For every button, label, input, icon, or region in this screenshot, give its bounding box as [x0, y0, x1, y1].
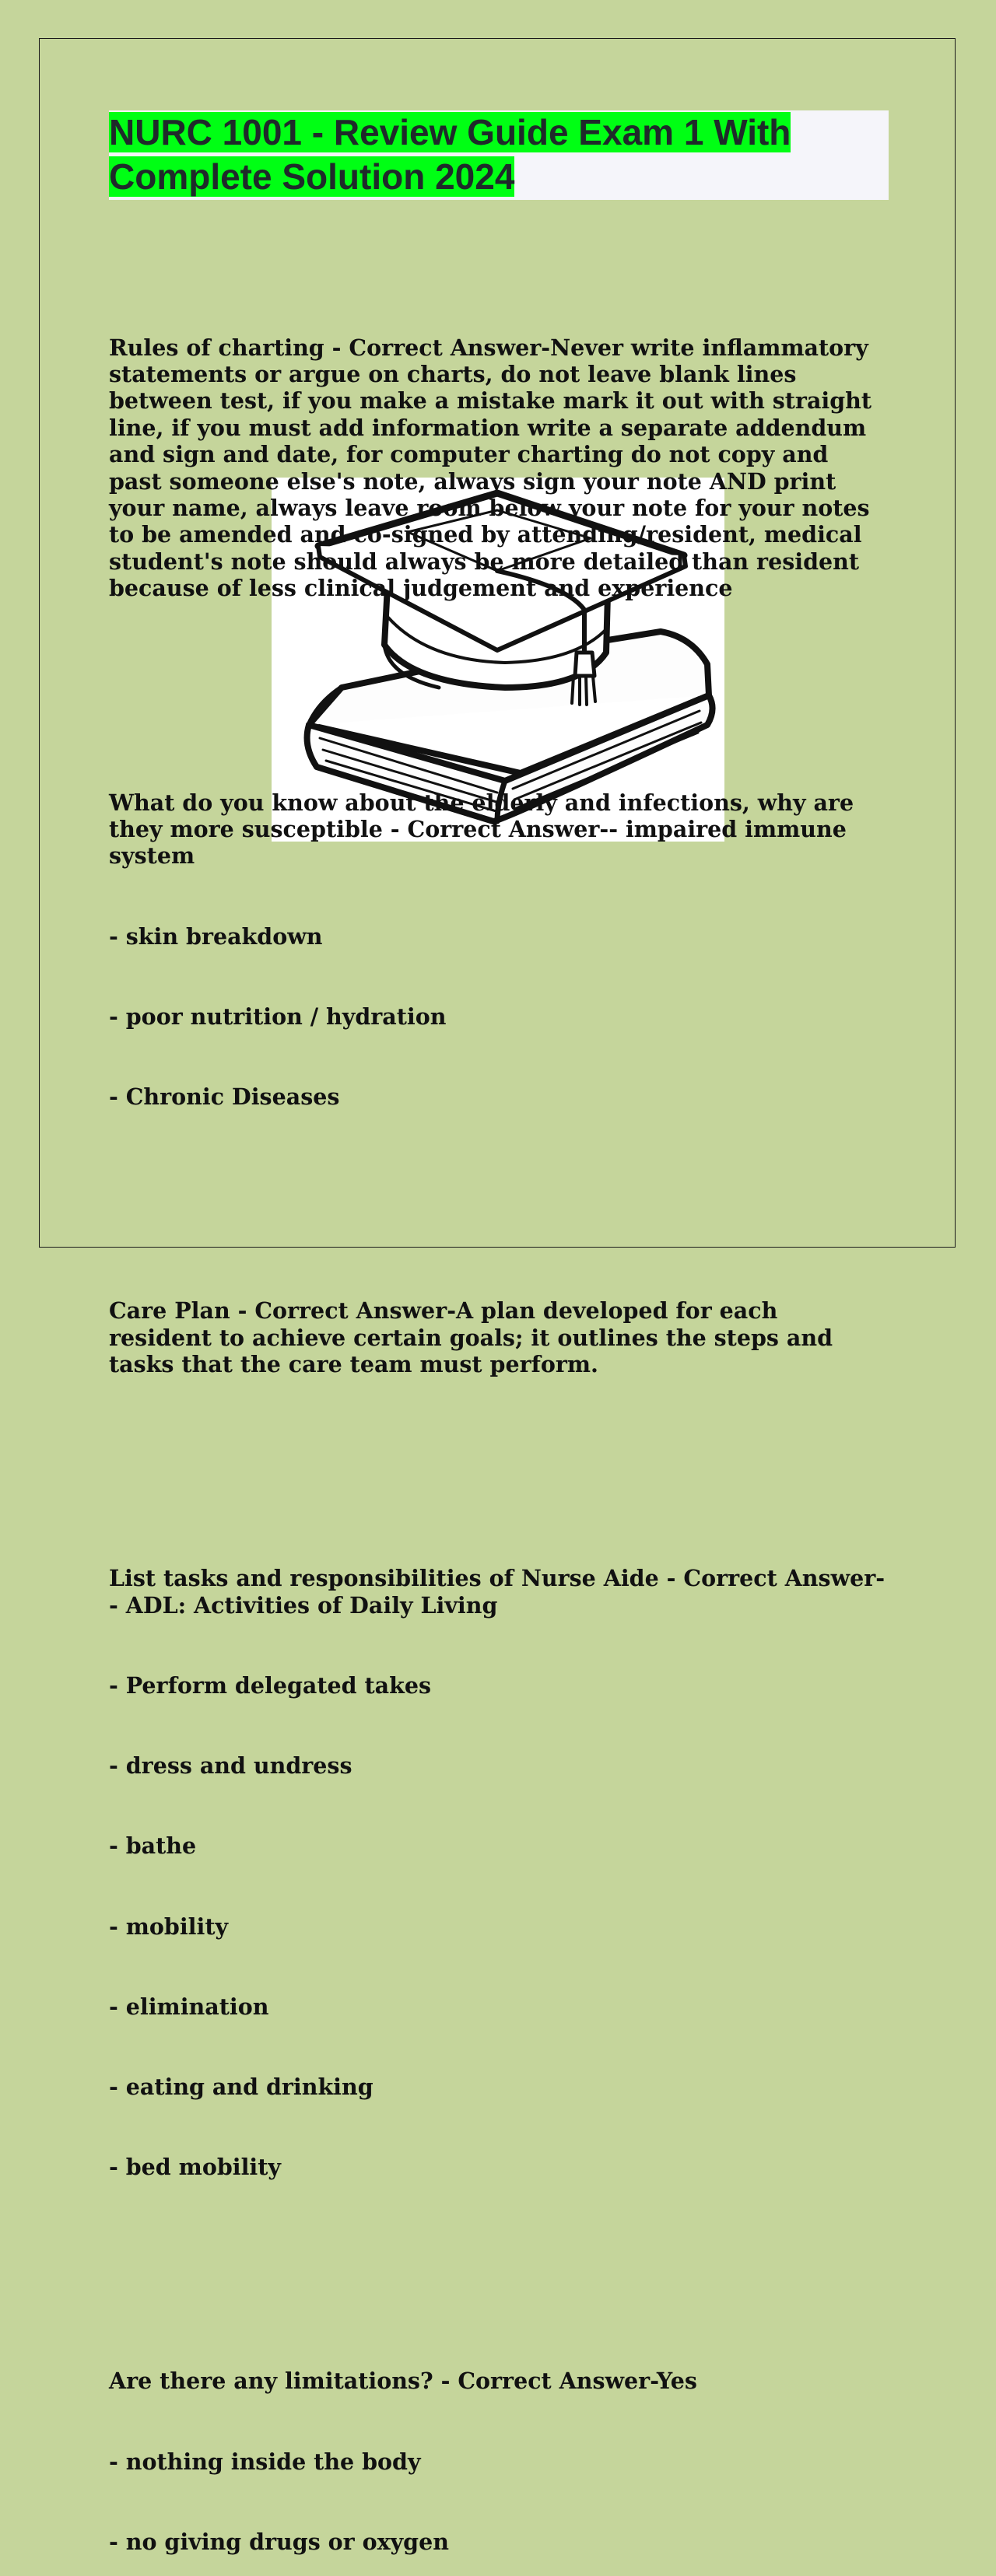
list-item: - elimination: [109, 1993, 269, 2020]
qa-entry-elderly-infections: [109, 736, 887, 1164]
qa-text: Rules of charting - Correct Answer-Never write inflammatory statements or argue on charts, do not leave blank lines between test, if you make a mistake mark it out with straight line, if you must add information write a separate addendum and sign and date, for computer charting do not copy and past someone else's note, always sign your note AND print your name, always leave room below your note for your notes to be amended and co-signed by attending/resident, medical student's note should always be more detailed than resident because of less clinical judgement and experience: [109, 334, 879, 602]
title-line-1: NURC 1001 - Review Guide Exam 1 With: [109, 112, 791, 152]
qa-text: List tasks and responsibilities of Nurse Aide - Correct Answer-- ADL: Activities of Daily Living: [109, 1565, 886, 1619]
title-line-2: Complete Solution 2024: [109, 156, 515, 197]
qa-text: Care Plan - Correct Answer-A plan developed for each resident to achieve certain goals; it outlines the steps and tasks that the care team must perform.: [109, 1297, 840, 1378]
list-item: - skin breakdown: [109, 922, 323, 950]
list-item: - dress and undress: [109, 1752, 352, 1780]
qa-text: Are there any limitations? - Correct Answer-Yes: [109, 2368, 697, 2395]
title-block: [109, 110, 889, 200]
list-item: - bed mobility: [109, 2154, 281, 2181]
document-title: [109, 110, 889, 199]
review-content: [109, 227, 887, 2576]
qa-entry-nurse-aide-tasks: [109, 1511, 887, 2234]
list-item: - bathe: [109, 1832, 197, 1860]
list-item: - poor nutrition / hydration: [109, 1003, 447, 1030]
list-item: - Perform delegated takes: [109, 1671, 432, 1699]
qa-entry-limitations: [109, 2315, 887, 2576]
qa-entry-care-plan: [109, 1244, 887, 1431]
list-item: - Chronic Diseases: [109, 1083, 340, 1110]
list-item: - mobility: [109, 1913, 229, 1940]
list-item: - eating and drinking: [109, 2073, 374, 2100]
list-item: - no giving drugs or oxygen: [109, 2528, 449, 2555]
list-item: - nothing inside the body: [109, 2448, 421, 2475]
qa-text: What do you know about the elderly and infections, why are they more susceptible - Correct Answer-- impaired immune system: [109, 789, 862, 870]
qa-entry-charting: [109, 281, 887, 656]
